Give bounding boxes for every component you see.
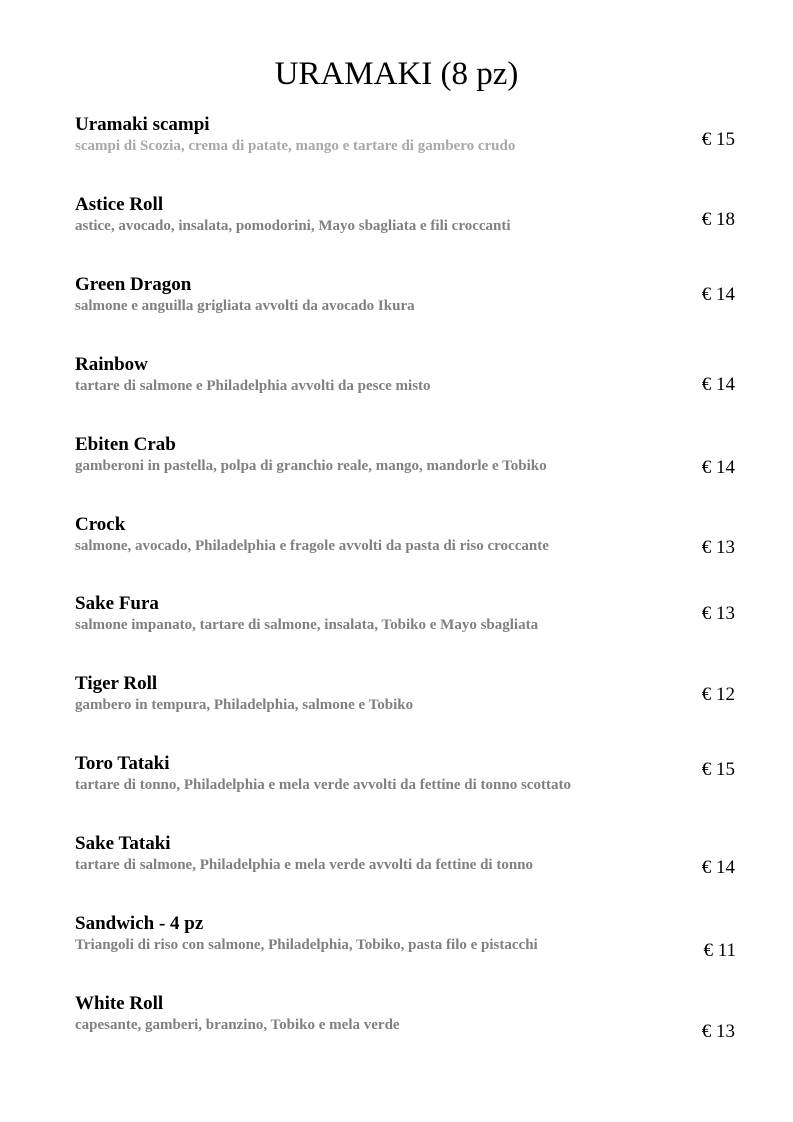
item-price: € 13	[701, 1021, 735, 1042]
item-price: € 14	[701, 284, 735, 305]
menu-item-uramaki-scampi	[75, 114, 735, 174]
menu-item-crock	[75, 514, 735, 574]
item-description: salmone e anguilla grigliata avvolti da avocado Ikura	[75, 298, 415, 314]
item-name: Green Dragon	[75, 274, 192, 295]
item-description: salmone, avocado, Philadelphia e fragole avvolti da pasta di riso croccante	[75, 538, 549, 554]
item-name: Ebiten Crab	[75, 434, 176, 455]
item-description: salmone impanato, tartare di salmone, insalata, Tobiko e Mayo sbagliata	[75, 617, 539, 633]
item-price: € 18	[701, 209, 735, 230]
item-name: Tiger Roll	[75, 673, 158, 694]
menu-item-toro-tataki	[75, 753, 735, 813]
item-price: € 13	[701, 537, 735, 558]
item-description: tartare di salmone, Philadelphia e mela verde avvolti da fettine di tonno	[75, 857, 534, 873]
item-name: Sandwich - 4 pz	[75, 913, 204, 934]
menu-item-ebiten-crab	[75, 434, 735, 494]
item-description: tartare di tonno, Philadelphia e mela verde avvolti da fettine di tonno scottato	[75, 777, 571, 793]
item-price: € 12	[701, 684, 735, 705]
item-name: Crock	[75, 514, 126, 535]
item-description: gamberoni in pastella, polpa di granchio reale, mango, mandorle e Tobiko	[75, 458, 547, 474]
item-name: White Roll	[75, 993, 164, 1014]
item-price: € 13	[701, 603, 735, 624]
page-title: URAMAKI (8 pz)	[274, 56, 519, 92]
item-price: € 11	[703, 940, 736, 961]
item-name: Sake Tataki	[75, 833, 171, 854]
item-price: € 14	[701, 374, 735, 395]
item-name: Rainbow	[75, 354, 148, 375]
item-description: gambero in tempura, Philadelphia, salmone e Tobiko	[75, 697, 414, 713]
item-price: € 15	[701, 759, 735, 780]
item-description: scampi di Scozia, crema di patate, mango e tartare di gambero crudo	[75, 138, 516, 154]
item-name: Sake Fura	[75, 593, 159, 614]
menu-item-tiger-roll	[75, 673, 735, 733]
item-description: tartare di salmone e Philadelphia avvolti da pesce misto	[75, 378, 431, 394]
menu-item-sake-fura	[75, 593, 735, 653]
item-description: capesante, gamberi, branzino, Tobiko e mela verde	[75, 1017, 400, 1033]
item-price: € 14	[701, 857, 735, 878]
item-price: € 15	[701, 129, 735, 150]
menu-item-sandwich	[75, 913, 735, 973]
item-name: Astice Roll	[75, 194, 164, 215]
menu-item-rainbow	[75, 354, 735, 414]
menu-item-sake-tataki	[75, 833, 735, 893]
item-price: € 14	[701, 457, 735, 478]
item-description: Triangoli di riso con salmone, Philadelphia, Tobiko, pasta filo e pistacchi	[75, 937, 538, 953]
item-name: Toro Tataki	[75, 753, 170, 774]
menu-item-green-dragon	[75, 274, 735, 334]
item-description: astice, avocado, insalata, pomodorini, Mayo sbagliata e fili croccanti	[75, 218, 511, 234]
menu-item-white-roll	[75, 993, 735, 1053]
menu-item-astice-roll	[75, 194, 735, 254]
item-name: Uramaki scampi	[75, 114, 210, 135]
